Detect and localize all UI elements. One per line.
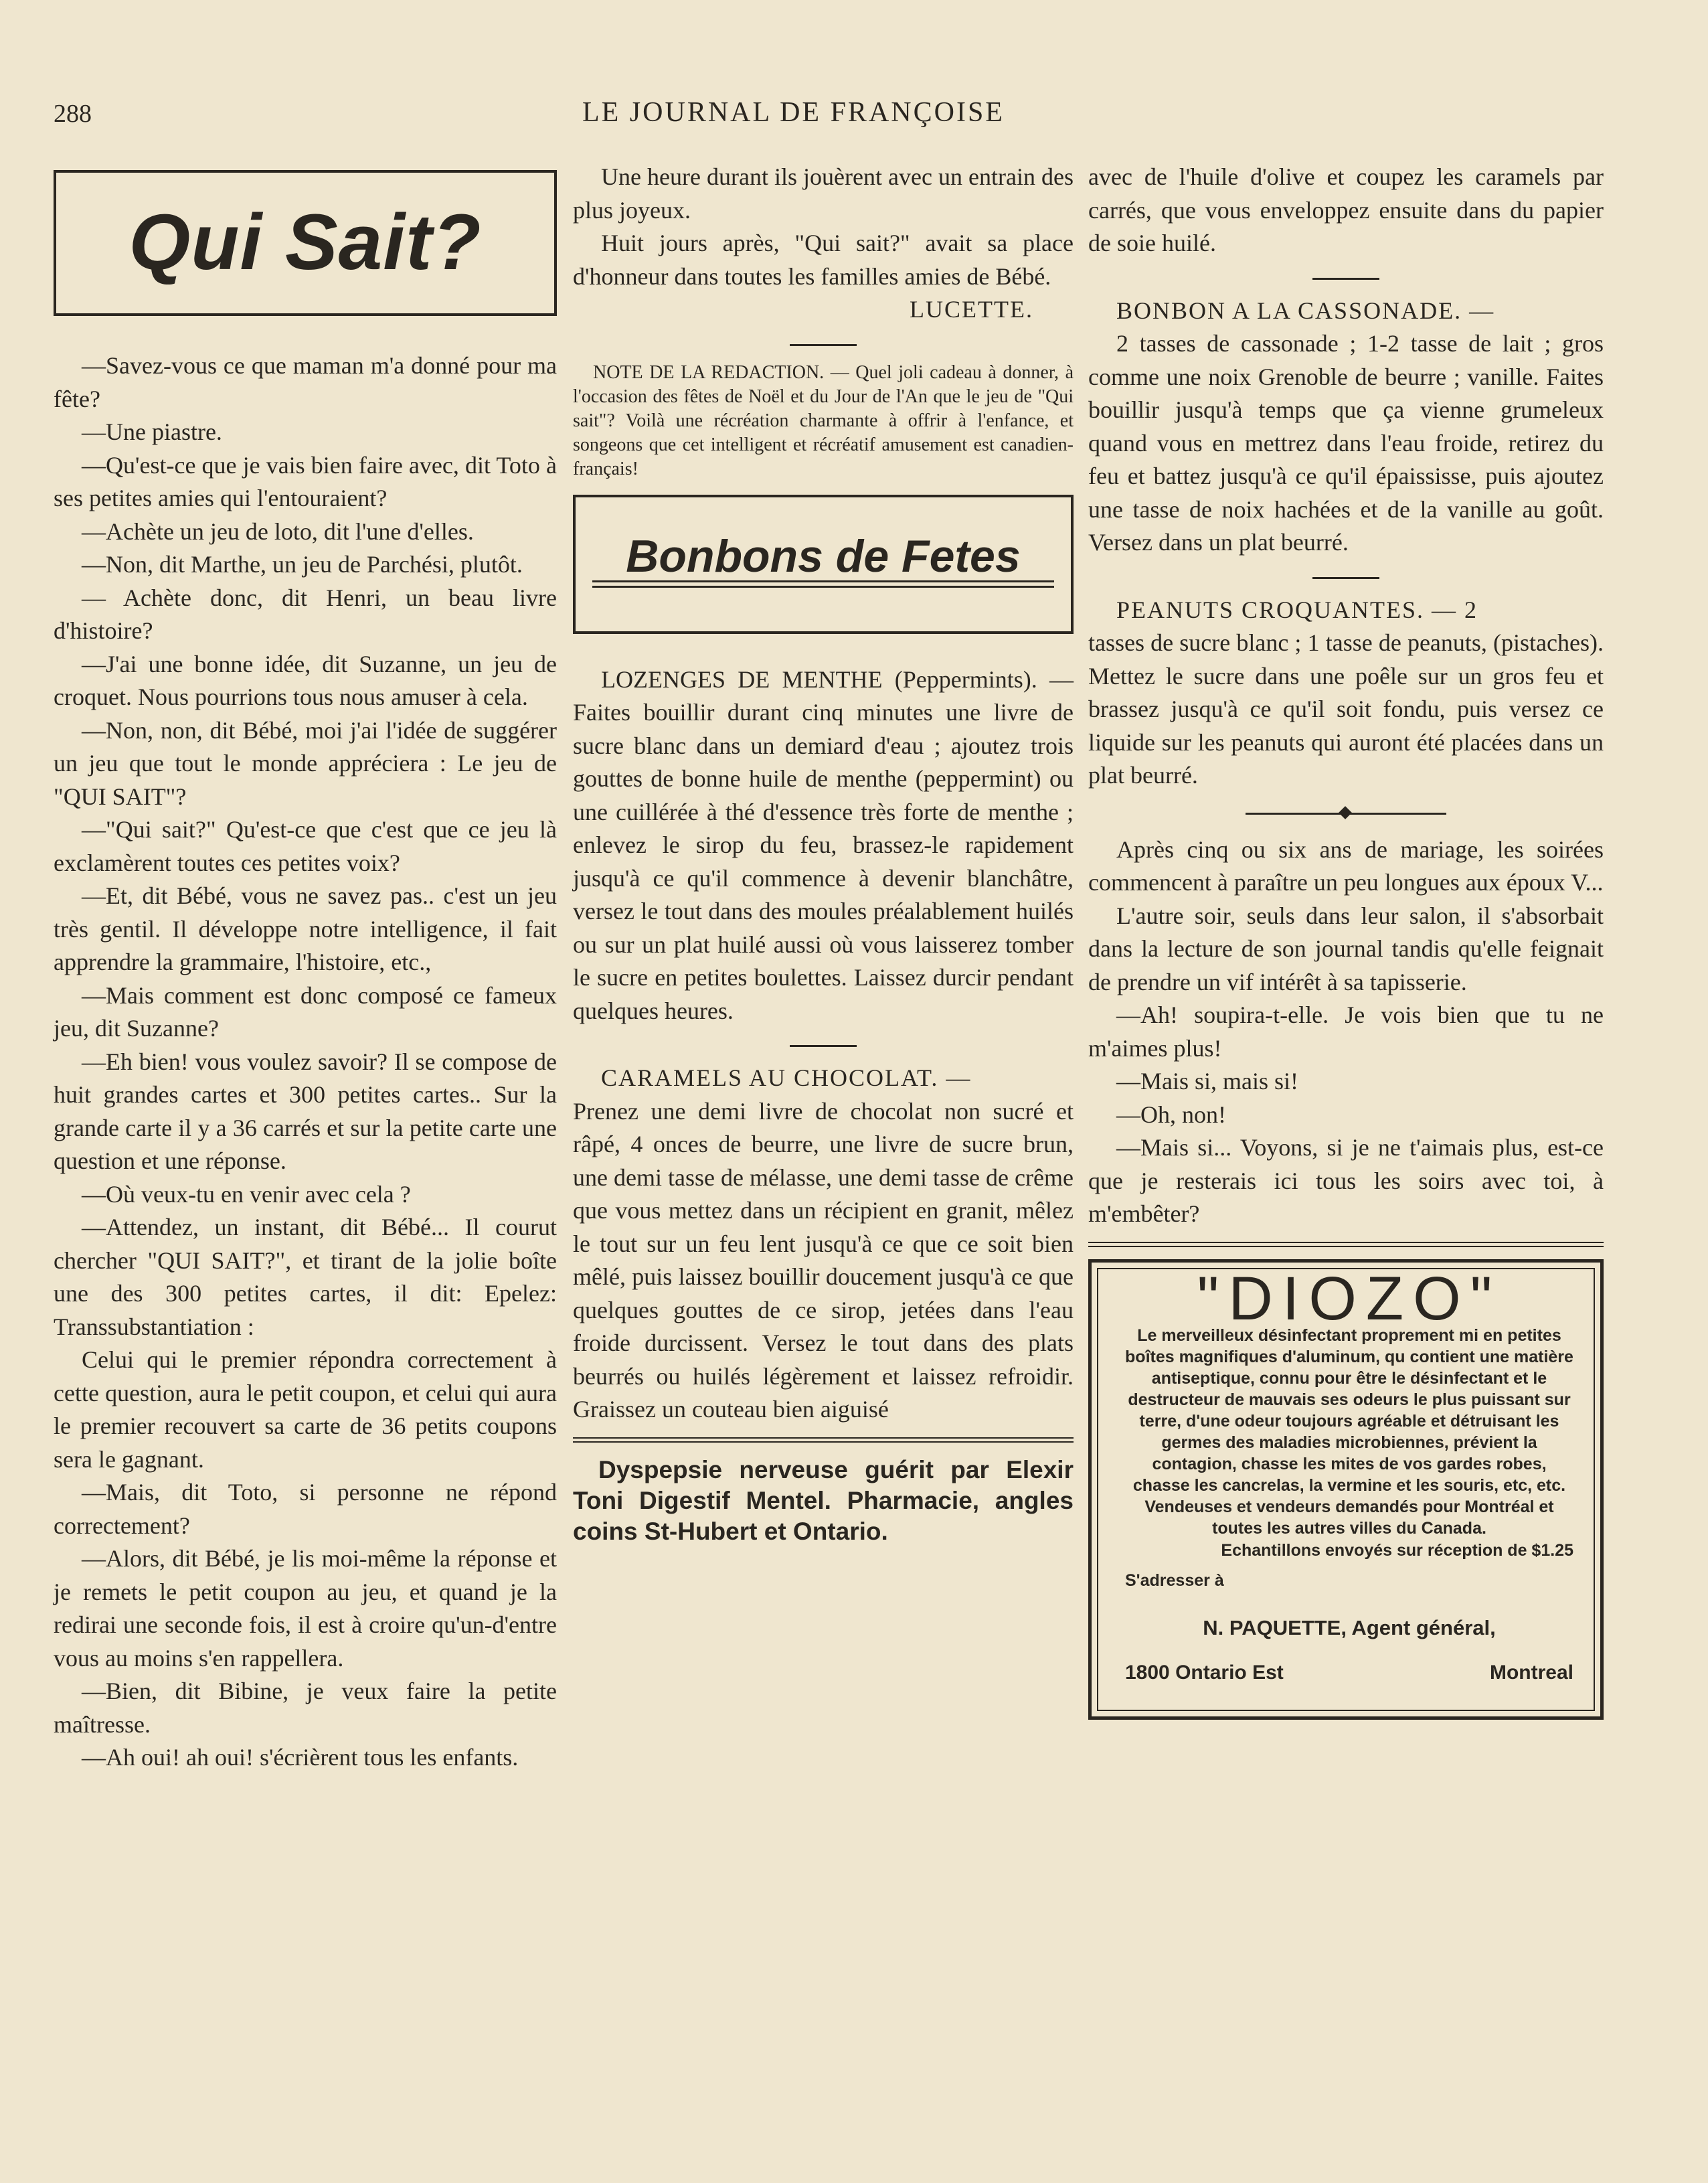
anecdote-paragraph: —Mais si, mais si! bbox=[1116, 1068, 1299, 1095]
story-paragraph: Une heure durant ils jouèrent avec un entrain des plus joyeux. bbox=[573, 163, 1074, 224]
story-paragraph: —Mais, dit Toto, si personne ne répond correctement? bbox=[54, 1479, 557, 1539]
divider bbox=[1088, 1242, 1604, 1247]
divider bbox=[573, 1437, 1074, 1443]
story-paragraph: —Qu'est-ce que je vais bien faire avec, dit Toto à ses petites amies qui l'entouraient? bbox=[54, 451, 557, 511]
story-paragraph: —Savez-vous ce que maman m'a donné pour ma fête? bbox=[54, 352, 557, 412]
anecdote-paragraph: L'autre soir, seuls dans leur salon, il s'absorbait dans la lecture de son journal tandis qu'elle feignait de prendre un vif intérêt à sa tapisserie. bbox=[1088, 902, 1604, 995]
title-double-rule bbox=[592, 580, 1054, 588]
recipe-lozenges: LOZENGES DE MENTHE (Peppermints). — Faites bouillir durant cinq minutes une livre de sucre blanc dans un demiard d'eau ; ajoutez trois gouttes de bonne huile de menthe (peppermint) ou une cuillérée à thé d'essence très forte de menthe ; enlevez le sirop du feu, brassez-le rapidement jusqu'à ce qu'il commence à devenir blanchâtre, versez le tout dans des moules préalablement huilés ou sur un plat huilé aussi où vous laisserez tomber le sucre en petites boulettes. Laissez durcir pendant quelques heures. bbox=[573, 665, 1074, 1024]
story-paragraph: —Non, dit Marthe, un jeu de Parchési, plutôt. bbox=[82, 551, 523, 578]
ad-agent: N. PAQUETTE, Agent général, bbox=[1203, 1615, 1496, 1639]
divider bbox=[790, 344, 857, 346]
ad-inner-border bbox=[1097, 1264, 1595, 1711]
anecdote-paragraph: —Oh, non! bbox=[1116, 1101, 1226, 1128]
recipe-caramels-heading: CARAMELS AU CHOCOLAT. — bbox=[601, 1064, 972, 1091]
divider bbox=[1312, 278, 1379, 280]
recipe-peanuts-heading: PEANUTS CROQUANTES. — 2 bbox=[1116, 596, 1478, 623]
recipe-cassonade-heading: BONBON A LA CASSONADE. — bbox=[1116, 297, 1495, 324]
story-paragraph: —Une piastre. bbox=[82, 418, 222, 445]
story-paragraph: —Eh bien! vous voulez savoir? Il se compose de huit grandes cartes et 300 petites cartes.. Sur la grande carte il y a 36 carrés et sur la petite carte une question et une réponse. bbox=[54, 1048, 557, 1174]
divider bbox=[790, 1045, 857, 1047]
recipe-peanuts-text: tasses de sucre blanc ; 1 tasse de peanuts, (pistaches). Mettez le sucre dans une poêle sur un gros feu et brassez jusqu'à ce qu'il soit fondu, puis versez ce liquide sur les peanuts qui auront été placées dans un plat beurré. bbox=[1088, 629, 1604, 789]
page-number: 288 bbox=[54, 100, 92, 128]
ad-address-line bbox=[1125, 1656, 1573, 1690]
column-3 bbox=[1088, 161, 1604, 1720]
running-head: LE JOURNAL DE FRANÇOISE bbox=[582, 97, 1005, 128]
diamond-divider bbox=[1246, 813, 1446, 815]
story-paragraph: —Non, non, dit Bébé, moi j'ai l'idée de suggérer un jeu que tout le monde appréciera : Le jeu de "QUI SAIT"? bbox=[54, 716, 557, 810]
story-paragraph: —Alors, dit Bébé, je lis moi-même la réponse et je remets le petit coupon au jeu, et quand je la redirai une seconde fois, il est à croire qu'un-d'entre vous au moins s'en rappellera. bbox=[54, 1545, 557, 1672]
diozo-advertisement bbox=[1088, 1259, 1604, 1720]
ad-address: 1800 Ontario Est bbox=[1125, 1662, 1284, 1684]
story-signature: LUCETTE. bbox=[910, 296, 1033, 323]
recipes-title: Bonbons de Fetes bbox=[626, 531, 1021, 582]
ad-body: Le merveilleux désinfectant proprement mi en petites boîtes magnifiques d'aluminum, qu contient une matière antiseptique, connu pour être le désinfectant et le destructeur de mauvais ses odeurs le plus puissant sur terre, d'une odeur toujours agréable et détruisant les germes des maladies microbiennes, prévient la contagion, chasse les mites de vos gardes robes, chasse les cancrelas, la vermine et les souris, etc, etc. Vendeuses et vendeurs demandés pour Montréal et toutes les autres villes du Canada. bbox=[1125, 1326, 1573, 1538]
story-paragraph: —Où veux-tu en venir avec cela ? bbox=[82, 1180, 411, 1208]
story-paragraph: —Achète un jeu de loto, dit l'une d'elles. bbox=[82, 517, 474, 545]
story-paragraph: Celui qui le premier répondra correctement à cette question, aura le petit coupon, et celui qui aura le premier recouvert sa carte de 36 petits coupons sera le gagnant. bbox=[54, 1346, 557, 1473]
story-paragraph: —Mais comment est donc composé ce fameux jeu, dit Suzanne? bbox=[54, 981, 557, 1042]
story-paragraph: —Attendez, un instant, dit Bébé... Il courut chercher "QUI SAIT?", et tirant de la jolie boîte une des 300 petites cartes, il dit: Epelez: Transsubstantiation : bbox=[54, 1214, 557, 1340]
story-title: Qui Sait? bbox=[129, 198, 482, 287]
recipe-caramels-continued: avec de l'huile d'olive et coupez les caramels par carrés, que vous enveloppez ensuite dans du papier de soie huilé. bbox=[1088, 163, 1604, 256]
recipes-title-box bbox=[573, 495, 1074, 634]
anecdote-paragraph: —Ah! soupira-t-elle. Je vois bien que tu ne m'aimes plus! bbox=[1088, 1001, 1604, 1062]
diamond-ornament-icon bbox=[1339, 806, 1352, 819]
story-title-box bbox=[54, 170, 557, 316]
story-paragraph: Huit jours après, "Qui sait?" avait sa place d'honneur dans toutes les familles amies de Bébé. bbox=[573, 230, 1074, 290]
divider bbox=[1312, 577, 1379, 579]
dyspepsie-notice: Dyspepsie nerveuse guérit par Elexir Toni Digestif Mentel. Pharmacie, angles coins St-Hubert et Ontario. bbox=[573, 1455, 1074, 1545]
column-1 bbox=[54, 161, 557, 1775]
anecdote-paragraph: —Mais si... Voyons, si je ne t'aimais plus, est-ce que je resterais ici tous les soirs avec toi, à m'embêter? bbox=[1088, 1134, 1604, 1227]
ad-contact: S'adresser à bbox=[1125, 1571, 1224, 1590]
anecdote-paragraph: Après cinq ou six ans de mariage, les soirées commencent à paraître un peu longues aux époux V... bbox=[1088, 835, 1604, 896]
story-paragraph: — Achète donc, dit Henri, un beau livre d'histoire? bbox=[54, 584, 557, 644]
story-paragraph: —J'ai une bonne idée, dit Suzanne, un jeu de croquet. Nous pourrions tous nous amuser à cela. bbox=[54, 650, 557, 710]
ad-city: Montreal bbox=[1489, 1662, 1573, 1684]
editor-note: NOTE DE LA REDACTION. — Quel joli cadeau à donner, à l'occasion des fêtes de Noël et du Jour de l'An que le jeu de "Qui sait"? Voilà une récréation charmante à offrir à l'enfance, et songeons que cet intelligent et récréatif amusement est canadien-français! bbox=[573, 361, 1074, 479]
column-2 bbox=[573, 161, 1074, 1547]
recipe-caramels-text: Prenez une demi livre de chocolat non sucré et râpé, 4 onces de beurre, une livre de sucre brun, une demi tasse de mélasse, une demi tasse de crême que vous mettez dans un récipient en granit, mêlez le tout sur un feu lent jusqu'à ce que ce soit bien mêlé, puis laissez bouillir doucement jusqu'à ce que quelques gouttes de ce sirop, jetées dans l'eau froide durcissent. Versez le tout dans des plats beurrés ou huilés légèrement et laissez refroidir. Graissez un couteau bien aiguisé bbox=[573, 1097, 1074, 1423]
story-paragraph: —Et, dit Bébé, vous ne savez pas.. c'est un jeu très gentil. Il développe notre intelligence, il fait apprendre la grammaire, l'histoire, etc., bbox=[54, 882, 557, 975]
ad-brand: "DIOZO" bbox=[1197, 1264, 1502, 1333]
story-paragraph: —Bien, dit Bibine, je veux faire la petite maîtresse. bbox=[54, 1678, 557, 1738]
recipe-cassonade-text: 2 tasses de cassonade ; 1-2 tasse de lait ; gros comme une noix Grenoble de beurre ; vanille. Faites bouillir jusqu'à temps que ça vienne grumeleux quand vous en mettrez dans l'eau froide, retirez du feu et battez jusqu'à ce qu'il épaississe, puis ajoutez une tasse de noix hachées et de la vanille au goût. Versez dans un plat beurré. bbox=[1088, 330, 1604, 556]
story-paragraph: —"Qui sait?" Qu'est-ce que c'est que ce jeu là exclamèrent toutes ces petites voix? bbox=[54, 816, 557, 876]
ad-samples: Echantillons envoyés sur réception de $1.25 bbox=[1221, 1541, 1573, 1560]
story-paragraph: —Ah oui! ah oui! s'écrièrent tous les enfants. bbox=[82, 1744, 519, 1771]
